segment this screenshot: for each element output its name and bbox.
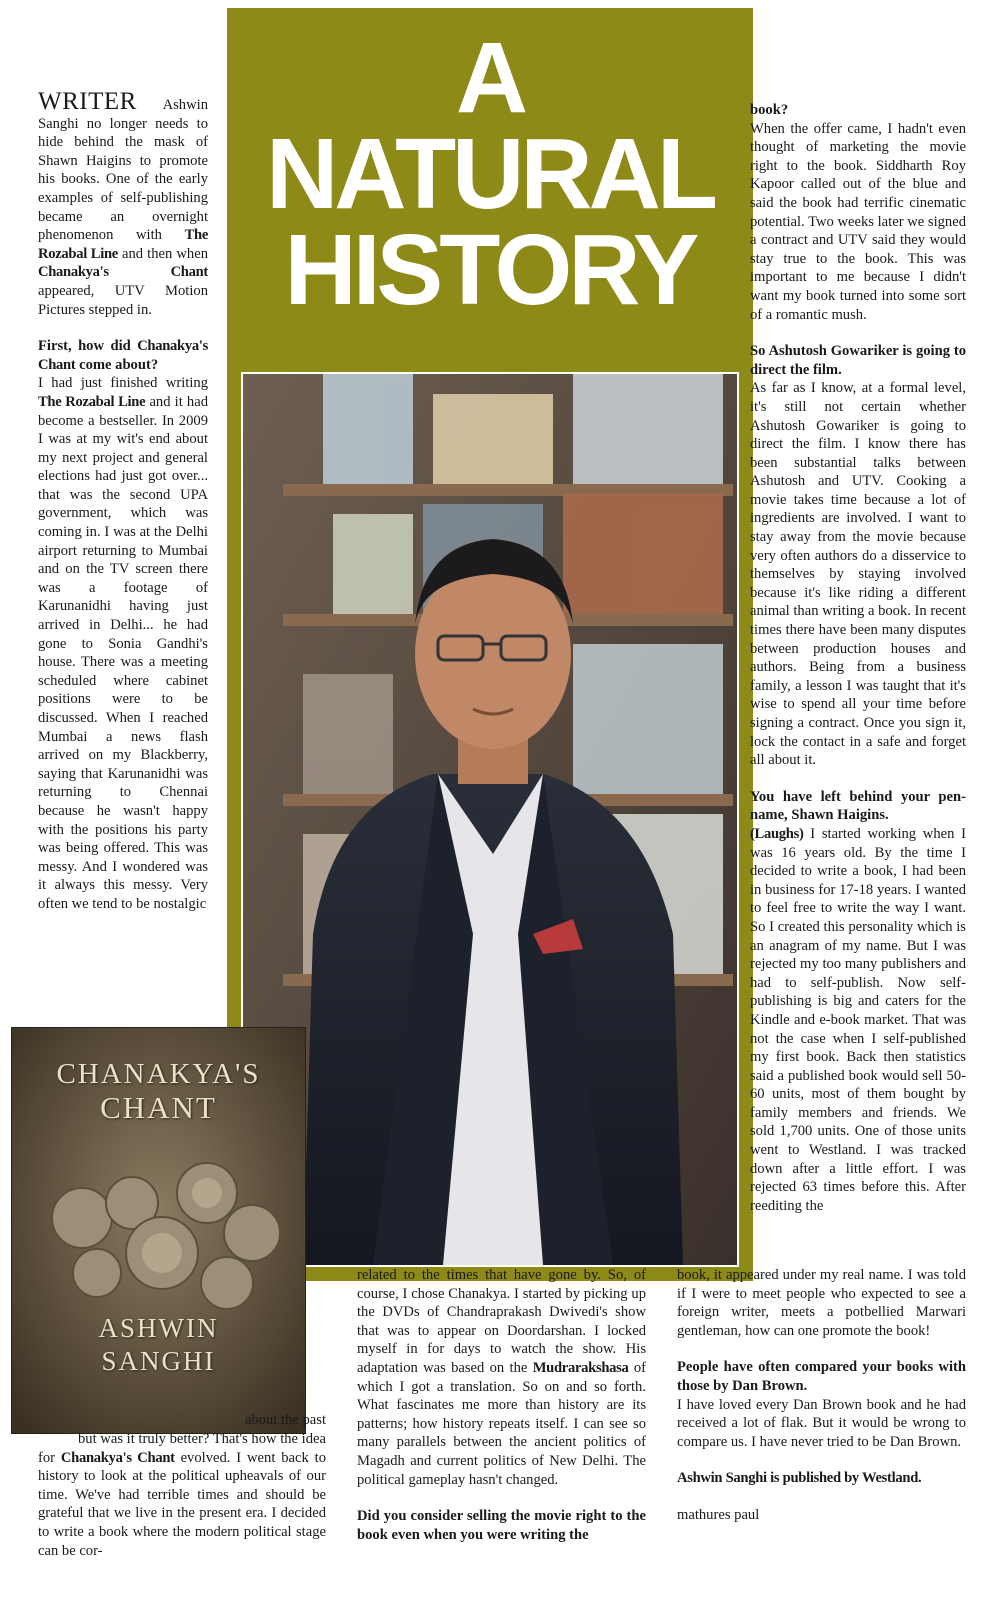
book-title: Chanakya's Chant — [38, 264, 208, 281]
answer-text: I had just finished writing — [38, 375, 208, 392]
question-3: So Ashutosh Gowariker is going to direct the film. — [750, 343, 966, 378]
headline-line-1: A — [455, 22, 525, 134]
headline-panel — [227, 8, 753, 368]
answer-1-part-2-start: about the past — [244, 1412, 326, 1428]
answer-4-part-1 — [750, 825, 966, 1215]
intro-paragraph — [38, 88, 208, 319]
photo-frame — [227, 368, 753, 1281]
question-2-part-1: Did you consider selling the movie right to the book even when you were writing the — [357, 1508, 646, 1543]
answer-text: of which I got a translation. So on and so forth. What fascinates me more than history are its patterns; how history repeats itself. I can see so many parallels between the ancient politics of Magadh and current politics of New Delhi. The political gameplay hasn't changed. — [357, 1359, 646, 1488]
answer-text: but was it truly better? That's how the idea for — [38, 1431, 326, 1466]
answer-5: I have loved every Dan Brown book and he had received a lot of flak. But it would be wrong to compare us. I have never tried to be Dan Brown. — [677, 1396, 966, 1450]
answer-text: I started working when I was 16 years old. By the time I decided to write a book, I had been in business for 17-18 years. I wanted to feel free to write the way I want. So I created this personality which is an anagram of my name. But I was rejected my too many publishers and had to self-publish. Now self-publishing is big and caters for the Kindle and e-book market. That was not the case when I self-published my first book. Back then statistics said a published book would sell 50-60 units, most of them bought by family members and friends. We sold 1,700 units. One of those units went to Westland. I was tracked down after a little effort. I was rejected 63 times before this. After reediting the — [750, 825, 966, 1214]
question-4: You have left behind your pen-name, Shawn Haigins. — [750, 788, 966, 824]
book-cover-image — [12, 1028, 305, 1433]
author-photo — [241, 372, 739, 1267]
intro-text-3: appeared, UTV Motion Pictures stepped in. — [38, 282, 208, 318]
answer-4-part-2: book, it appeared under my real name. I was told if I were to meet people who expected to see a foreign writer, meets a potbellied Marwari gentleman, how can one promote the book! — [677, 1267, 966, 1339]
book-title: The Rozabal Line — [38, 227, 208, 262]
answer-1-part-3 — [357, 1266, 646, 1489]
book-cover-author-2: SANGHI — [101, 1346, 216, 1376]
question-1 — [38, 337, 208, 374]
laughs-label: (Laughs) — [750, 825, 804, 842]
answer-1-part-1 — [38, 374, 208, 913]
book-title: Chanakya's Chant — [38, 338, 208, 373]
intro-text: Ashwin Sanghi no longer needs to hide behind the mask of Shawn Haigins to promote his books. One of the early examples of self-publishing became an overnight phenomenon with — [38, 97, 208, 244]
question-text: come about? — [75, 356, 159, 373]
headline — [227, 22, 753, 326]
answer-text: and it had become a bestseller. In 2009 I was at my wit's end about my next project and general elections had just got over... that was the second UPA government, which was coming in. I was at the Delhi airport returning to Mumbai and on the TV screen there was a footage of Karunanidhi having just arrived in Delhi... he had gone to Sonia Gandhi's house. There was a meeting scheduled where cabinet positions were to be discussed. When I reached Mumbai a news flash arrived on my Blackberry, saying that Karunanidhi was returning to Chennai because he wasn't happy with the positions his party was being offered. This was messy. And I wondered was it always this messy. Very often we tend to be nostalgic — [38, 393, 208, 912]
question-text: First, how did — [38, 338, 138, 355]
question-2-part-2: book? — [750, 102, 789, 118]
book-title: The Rozabal Line — [38, 393, 146, 410]
kicker-writer: WRITER — [38, 88, 137, 115]
answer-text: related to the times that have gone by. So, of course, I chose Chanakya. I started by picking up the DVDs of Chandraprakash Dwivedi's show that was to appear on Doordarshan. I locked myself in for days to watch the show. His adaptation was based on the — [357, 1267, 646, 1376]
book-cover-author-1: ASHWIN — [98, 1313, 219, 1343]
byline: mathures paul — [677, 1506, 760, 1523]
column-right — [750, 101, 966, 1215]
intro-text-2: and then when — [117, 245, 208, 262]
headline-line-3: HISTORY — [284, 214, 696, 326]
publisher-note: Ashwin Sanghi is published by Westland. — [677, 1470, 922, 1487]
book-cover-title-2: CHANT — [100, 1090, 217, 1125]
question-5: People have often compared your books with those by Dan Brown. — [677, 1359, 966, 1394]
column-right-bottom — [677, 1266, 966, 1525]
book-cover-title-1: CHANAKYA'S — [56, 1058, 261, 1090]
column-middle-bottom — [357, 1266, 646, 1544]
answer-3: As far as I know, at a formal level, it's still not certain whether Ashutosh Gowariker is going to direct the film. I know there has been substantial talks between Ashutosh and UTV. Cooking a movie takes time because a lot of ingredients are involved. I want to stay away from the movie because very often authors do a disservice to themselves by staying involved because it's like riding a different animal than writing a book. In recent times there have been many disputes between production houses and authors. Being from a business family, a lesson I was taught that it's wise to spend all your time before signing a contract. Once you sign it, lock the contact in a safe and forget all about it. — [750, 380, 966, 769]
book-title: Mudrarakshasa — [532, 1359, 629, 1376]
book-title: Chanakya's Chant — [60, 1449, 175, 1466]
answer-1-part-2 — [38, 1430, 326, 1560]
column-left — [38, 88, 208, 914]
answer-text: evolved. I went back to history to look at the political upheavals of our time. We've had terrible times and should be grateful that we live in the present era. I decided to write a book where the modern political stage can be cor- — [38, 1449, 327, 1559]
answer-2: When the offer came, I hadn't even thought of marketing the movie right to the book. Siddharth Roy Kapoor called out of the blue and said the book had terrific cinematic potential. Two weeks later we signed a contract and UTV said they would stay true to the book. This was important to me because I didn't want my book turned into some sort of a romantic mush. — [750, 120, 966, 323]
headline-line-2: NATURAL — [266, 118, 714, 230]
